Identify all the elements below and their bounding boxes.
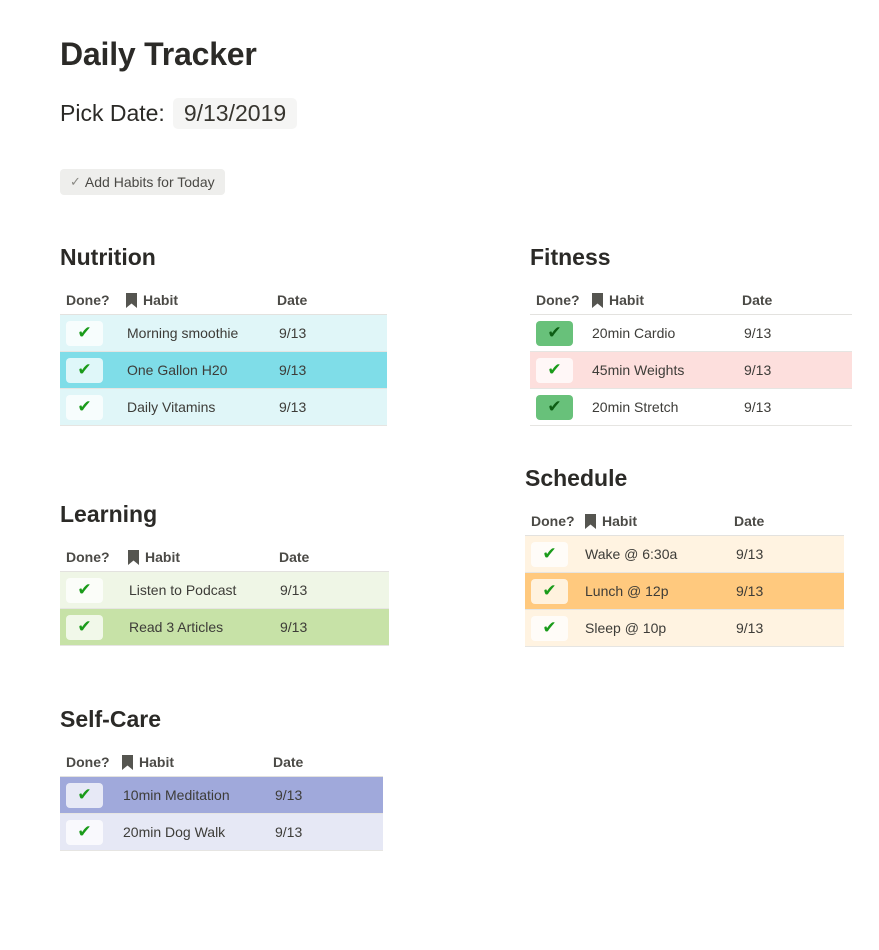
fitness-section	[530, 242, 852, 426]
schedule-section	[525, 463, 844, 647]
habit-name: One Gallon H20	[127, 362, 228, 378]
bookmark-icon	[122, 755, 133, 770]
add-habits-button[interactable]	[60, 169, 225, 195]
pick-date-row	[60, 98, 297, 129]
table-row[interactable]	[60, 315, 387, 352]
page-title: Daily Tracker	[60, 36, 257, 72]
nutrition-rows	[60, 315, 387, 426]
add-habits-label: Add Habits for Today	[84, 174, 215, 190]
habit-column-header[interactable]	[120, 549, 180, 565]
done-column-header[interactable]: Done?	[66, 292, 110, 308]
habit-column-label: Habit	[602, 513, 637, 529]
done-checkbox[interactable]: ✔	[66, 783, 103, 808]
schedule-table-header	[525, 507, 844, 536]
done-column-header[interactable]: Done?	[66, 754, 110, 770]
table-row[interactable]	[525, 573, 844, 610]
habit-name: Daily Vitamins	[127, 399, 216, 415]
table-row[interactable]	[60, 352, 387, 389]
habit-date: 9/13	[275, 824, 303, 840]
table-row[interactable]	[60, 609, 389, 646]
learning-heading: Learning	[60, 501, 158, 527]
habit-column-header[interactable]	[120, 754, 174, 770]
habit-name: Read 3 Articles	[129, 619, 224, 635]
pick-date-label: Pick Date:	[60, 100, 165, 126]
habit-date: 9/13	[280, 619, 308, 635]
habit-date: 9/13	[279, 325, 307, 341]
bookmark-icon	[126, 293, 137, 308]
done-column-header[interactable]: Done?	[536, 292, 580, 308]
done-checkbox[interactable]: ✔	[66, 615, 103, 640]
selfcare-heading: Self-Care	[60, 706, 161, 732]
habit-date: 9/13	[744, 325, 772, 341]
done-checkbox[interactable]: ✔	[536, 395, 573, 420]
check-icon: ✓	[70, 174, 81, 189]
selfcare-section	[60, 704, 383, 851]
habit-column-header[interactable]	[590, 292, 644, 308]
habit-name: Wake @ 6:30a	[585, 546, 678, 562]
table-row[interactable]	[530, 352, 852, 389]
date-column-header[interactable]: Date	[277, 292, 308, 308]
date-column-header[interactable]: Date	[273, 754, 304, 770]
habit-name: 10min Meditation	[123, 787, 230, 803]
date-column-header[interactable]: Date	[742, 292, 773, 308]
done-checkbox[interactable]: ✔	[66, 358, 103, 383]
habit-column-label: Habit	[145, 549, 180, 565]
learning-section	[60, 499, 389, 646]
table-row[interactable]	[60, 389, 387, 426]
habit-name: 20min Stretch	[592, 399, 679, 415]
done-checkbox[interactable]: ✔	[531, 616, 568, 641]
date-column-header[interactable]: Date	[279, 549, 310, 565]
habit-column-label: Habit	[139, 754, 174, 770]
bookmark-icon	[585, 514, 596, 529]
selfcare-rows	[60, 777, 383, 851]
bookmark-icon	[592, 293, 603, 308]
habit-date: 9/13	[736, 620, 764, 636]
date-column-header[interactable]: Date	[734, 513, 765, 529]
habit-date: 9/13	[736, 546, 764, 562]
habit-column-header[interactable]	[120, 292, 178, 308]
habit-date: 9/13	[279, 362, 307, 378]
done-checkbox[interactable]: ✔	[531, 579, 568, 604]
done-column-header[interactable]: Done?	[531, 513, 575, 529]
fitness-heading: Fitness	[530, 244, 611, 270]
habit-name: Lunch @ 12p	[585, 583, 669, 599]
habit-date: 9/13	[736, 583, 764, 599]
habit-date: 9/13	[280, 582, 308, 598]
habit-name: 45min Weights	[592, 362, 685, 378]
habit-date: 9/13	[744, 399, 772, 415]
done-checkbox[interactable]: ✔	[66, 395, 103, 420]
nutrition-heading: Nutrition	[60, 244, 156, 270]
habit-name: Sleep @ 10p	[585, 620, 667, 636]
table-row[interactable]	[60, 814, 383, 851]
table-row[interactable]	[530, 315, 852, 352]
habit-column-label: Habit	[609, 292, 644, 308]
habit-name: 20min Cardio	[592, 325, 676, 341]
done-column-header[interactable]: Done?	[66, 549, 110, 565]
habit-name: Morning smoothie	[127, 325, 239, 341]
nutrition-table-header	[60, 286, 387, 315]
table-row[interactable]	[530, 389, 852, 426]
table-row[interactable]	[525, 610, 844, 647]
pick-date-value[interactable]: 9/13/2019	[173, 98, 297, 129]
table-row[interactable]	[60, 777, 383, 814]
done-checkbox[interactable]: ✔	[536, 321, 573, 346]
fitness-rows	[530, 315, 852, 426]
bookmark-icon	[128, 550, 139, 565]
habit-column-header[interactable]	[585, 513, 637, 529]
learning-rows	[60, 572, 389, 646]
done-checkbox[interactable]: ✔	[66, 321, 103, 346]
done-checkbox[interactable]: ✔	[66, 820, 103, 845]
habit-date: 9/13	[275, 787, 303, 803]
selfcare-table-header	[60, 748, 383, 777]
table-row[interactable]	[60, 572, 389, 609]
nutrition-section	[60, 242, 387, 426]
habit-date: 9/13	[279, 399, 307, 415]
habit-name: Listen to Podcast	[129, 582, 237, 598]
schedule-heading: Schedule	[525, 465, 628, 491]
habit-date: 9/13	[744, 362, 772, 378]
learning-table-header	[60, 543, 389, 572]
schedule-rows	[525, 536, 844, 647]
done-checkbox[interactable]: ✔	[536, 358, 573, 383]
habit-column-label: Habit	[143, 292, 178, 308]
fitness-table-header	[530, 286, 852, 315]
done-checkbox[interactable]: ✔	[66, 578, 103, 603]
table-row[interactable]	[525, 536, 844, 573]
done-checkbox[interactable]: ✔	[531, 542, 568, 567]
habit-name: 20min Dog Walk	[123, 824, 226, 840]
